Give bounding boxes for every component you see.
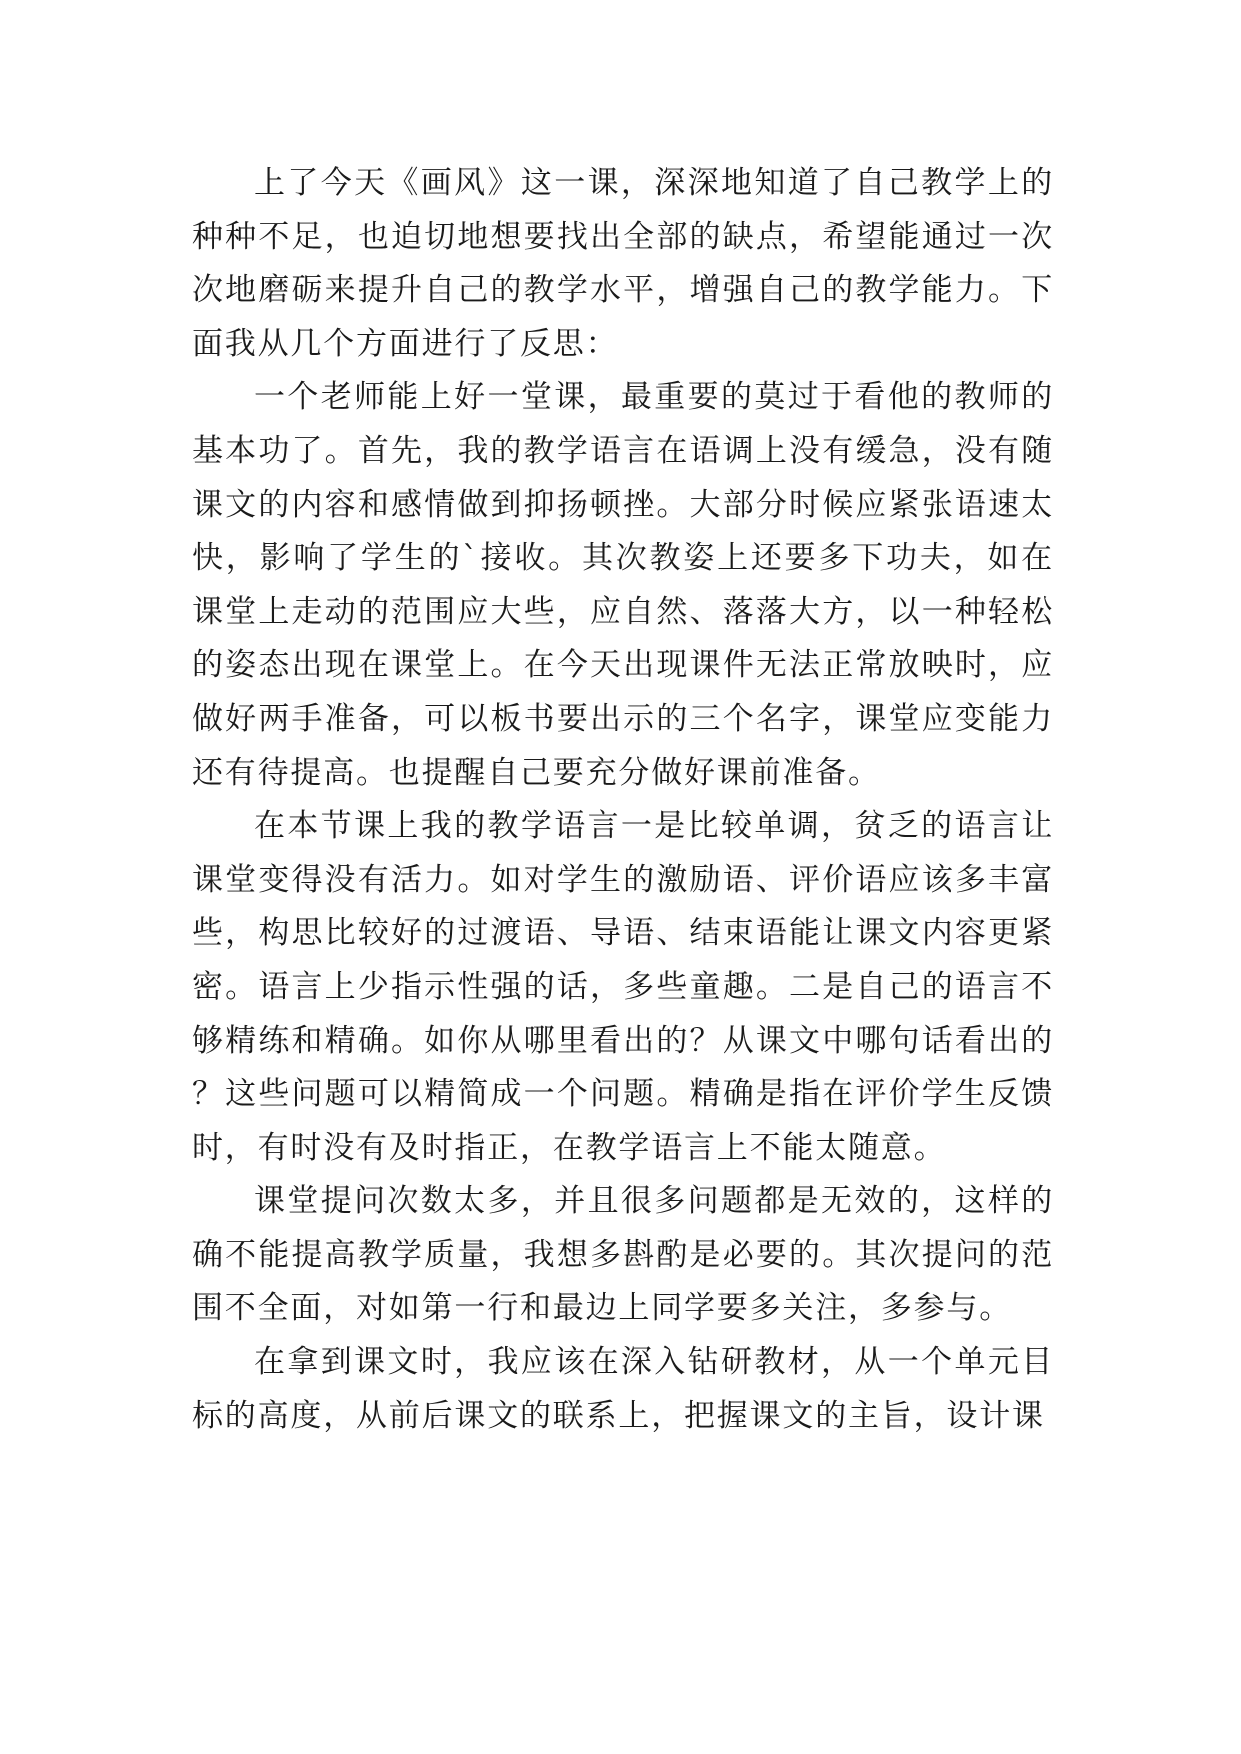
paragraph-1: 上了今天《画风》这一课，深深地知道了自己教学上的种种不足，也迫切地想要找出全部的缺点，希望能通过一次次地磨砺来提升自己的教学水平，增强自己的教学能力。下面我从几个方面进行了反思： [192, 165, 1054, 362]
document-body [192, 157, 1054, 1443]
paragraph-2: 一个老师能上好一堂课，最重要的莫过于看他的教师的基本功了。首先，我的教学语言在语调上没有缓急，没有随课文的内容和感情做到抑扬顿挫。大部分时候应紧张语速太快，影响了学生的`接收。其次教姿上还要多下功夫，如在课堂上走动的范围应大些，应自然、落落大方，以一种轻松的姿态出现在课堂上。在今天出现课件无法正常放映时，应做好两手准备，可以板书要出示的三个名字，课堂应变能力还有待提高。也提醒自己要充分做好课前准备。 [192, 379, 1054, 791]
paragraph-3: 在本节课上我的教学语言一是比较单调，贫乏的语言让课堂变得没有活力。如对学生的激励语、评价语应该多丰富些，构思比较好的过渡语、导语、结束语能让课文内容更紧密。语言上少指示性强的话，多些童趣。二是自己的语言不够精练和精确。如你从哪里看出的？从课文中哪句话看出的？这些问题可以精简成一个问题。精确是指在评价学生反馈时，有时没有及时指正，在教学语言上不能太随意。 [192, 808, 1054, 1166]
paragraph-5: 在拿到课文时，我应该在深入钻研教材，从一个单元目标的高度，从前后课文的联系上，把握课文的主旨，设计课 [192, 1344, 1054, 1434]
paragraph-4: 课堂提问次数太多，并且很多问题都是无效的，这样的确不能提高教学质量，我想多斟酌是必要的。其次提问的范围不全面，对如第一行和最边上同学要多关注，多参与。 [192, 1183, 1054, 1327]
